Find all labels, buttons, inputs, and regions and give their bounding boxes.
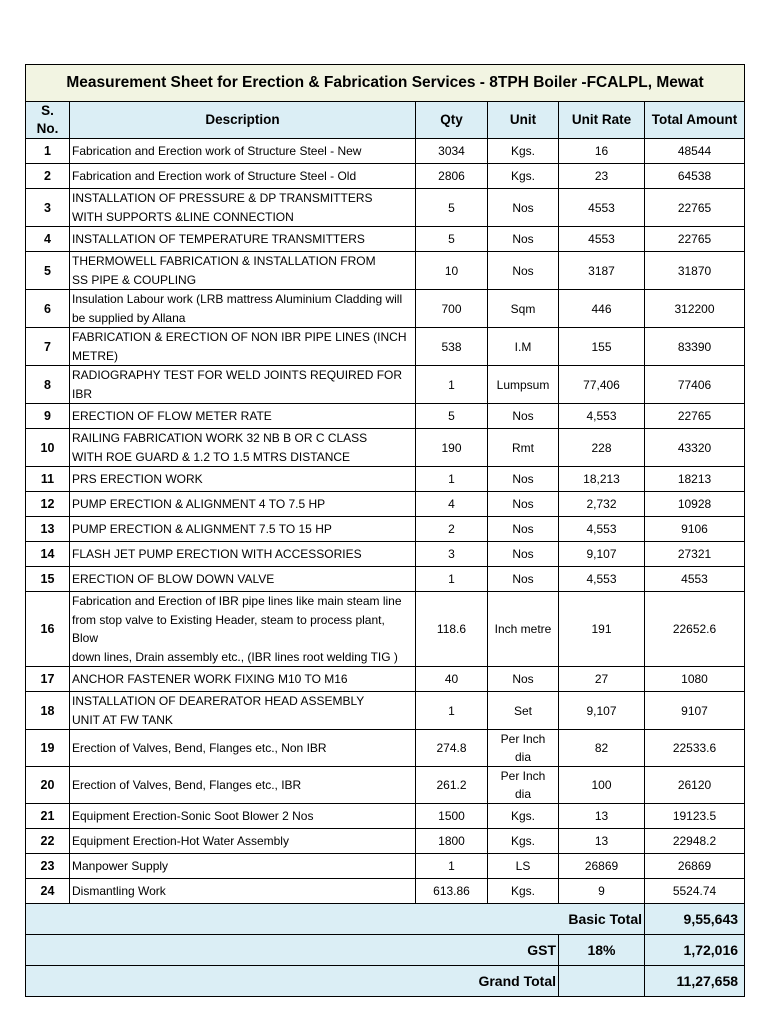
measurement-sheet <box>25 64 744 997</box>
header-sno: S. No. <box>26 102 70 139</box>
row-unit-rate: 2,732 <box>559 492 645 517</box>
row-qty: 1 <box>416 854 488 879</box>
row-description-line: METRE) <box>72 348 118 363</box>
row-unit: Rmt <box>488 429 559 467</box>
row-qty: 5 <box>416 227 488 252</box>
row-unit-rate: 191 <box>559 592 645 667</box>
row-unit-rate: 77,406 <box>559 366 645 404</box>
table-row <box>26 492 745 517</box>
row-description <box>70 767 416 804</box>
row-sno: 5 <box>26 252 70 290</box>
row-qty: 1 <box>416 467 488 492</box>
row-description-line: Equipment Erection-Hot Water Assembly <box>72 833 289 848</box>
table-row <box>26 164 745 189</box>
row-total-amount: 19123.5 <box>645 804 745 829</box>
row-description <box>70 252 416 290</box>
row-description <box>70 492 416 517</box>
row-unit: Nos <box>488 467 559 492</box>
row-unit: Nos <box>488 542 559 567</box>
row-sno: 12 <box>26 492 70 517</box>
gst-rate: 18% <box>559 935 645 966</box>
row-description <box>70 804 416 829</box>
row-unit: Nos <box>488 567 559 592</box>
row-unit: Nos <box>488 517 559 542</box>
row-unit-rate: 13 <box>559 829 645 854</box>
row-qty: 2 <box>416 517 488 542</box>
row-qty: 1 <box>416 567 488 592</box>
row-description-line: be supplied by Allana <box>72 310 186 325</box>
row-total-amount: 22765 <box>645 189 745 227</box>
table-row <box>26 429 745 467</box>
row-total-amount: 5524.74 <box>645 879 745 904</box>
row-description-line: Dismantling Work <box>72 883 166 898</box>
row-description <box>70 139 416 164</box>
row-description-line: PUMP ERECTION & ALIGNMENT 4 TO 7.5 HP <box>72 496 326 511</box>
row-sno: 8 <box>26 366 70 404</box>
row-unit-rate: 9 <box>559 879 645 904</box>
row-description-line: Insulation Labour work (LRB mattress Aluminium Cladding will <box>72 292 403 306</box>
row-total-amount: 22948.2 <box>645 829 745 854</box>
row-description-line: Fabrication and Erection of IBR pipe lines like main steam line <box>72 594 402 608</box>
row-total-amount: 26120 <box>645 767 745 804</box>
title-row <box>26 65 745 102</box>
row-qty: 118.6 <box>416 592 488 667</box>
row-sno: 4 <box>26 227 70 252</box>
row-unit-rate: 13 <box>559 804 645 829</box>
header-qty: Qty <box>416 102 488 139</box>
row-description-line: from stop valve to Existing Header, steam to process plant, Blow <box>72 612 385 645</box>
row-unit-rate: 3187 <box>559 252 645 290</box>
row-total-amount: 1080 <box>645 667 745 692</box>
basic-total-label: Basic Total <box>26 904 645 935</box>
gst-label: GST <box>26 935 559 966</box>
row-qty: 1 <box>416 692 488 730</box>
row-description <box>70 366 416 404</box>
row-qty: 274.8 <box>416 730 488 767</box>
row-unit: Nos <box>488 189 559 227</box>
gst-row <box>26 935 745 966</box>
row-description-line: Erection of Valves, Bend, Flanges etc., IBR <box>72 777 302 792</box>
row-description-line: Equipment Erection-Sonic Soot Blower 2 Nos <box>72 808 314 823</box>
row-unit-rate: 100 <box>559 767 645 804</box>
row-description-line: Fabrication and Erection work of Structure Steel - New <box>72 143 362 158</box>
row-description-line: INSTALLATION OF DEARERATOR HEAD ASSEMBLY <box>72 694 365 708</box>
table-row <box>26 404 745 429</box>
row-description <box>70 667 416 692</box>
row-sno: 22 <box>26 829 70 854</box>
row-description-line: PUMP ERECTION & ALIGNMENT 7.5 TO 15 HP <box>72 521 332 536</box>
row-qty: 261.2 <box>416 767 488 804</box>
basic-total-value: 9,55,643 <box>645 904 745 935</box>
row-unit-rate: 4,553 <box>559 517 645 542</box>
row-description <box>70 879 416 904</box>
row-unit: Set <box>488 692 559 730</box>
row-qty: 3034 <box>416 139 488 164</box>
row-sno: 9 <box>26 404 70 429</box>
table-row <box>26 829 745 854</box>
row-qty: 40 <box>416 667 488 692</box>
row-description <box>70 189 416 227</box>
header-unit-rate: Unit Rate <box>559 102 645 139</box>
row-description-line: RAILING FABRICATION WORK 32 NB B OR C CLASS <box>72 431 368 445</box>
row-unit: Per Inch dia <box>488 767 559 804</box>
grand-total-row <box>26 966 745 997</box>
row-qty: 10 <box>416 252 488 290</box>
table-row <box>26 804 745 829</box>
row-sno: 18 <box>26 692 70 730</box>
header-row <box>26 102 745 139</box>
row-description <box>70 404 416 429</box>
row-qty: 5 <box>416 404 488 429</box>
row-unit: Nos <box>488 492 559 517</box>
row-description-line: SS PIPE & COUPLING <box>72 272 197 287</box>
row-unit-rate: 26869 <box>559 854 645 879</box>
row-unit-rate: 16 <box>559 139 645 164</box>
row-unit-rate: 27 <box>559 667 645 692</box>
table-body <box>26 139 745 904</box>
row-unit: Per Inch dia <box>488 730 559 767</box>
table-row <box>26 227 745 252</box>
row-sno: 19 <box>26 730 70 767</box>
table-row <box>26 730 745 767</box>
table-row <box>26 667 745 692</box>
table-row <box>26 328 745 366</box>
row-total-amount: 22765 <box>645 404 745 429</box>
row-description-line: WITH ROE GUARD & 1.2 TO 1.5 MTRS DISTANCE <box>72 449 351 464</box>
row-description-line: ERECTION OF FLOW METER RATE <box>72 408 272 423</box>
gst-value: 1,72,016 <box>645 935 745 966</box>
row-description-line: ERECTION OF BLOW DOWN VALVE <box>72 571 275 586</box>
row-unit: Kgs. <box>488 164 559 189</box>
row-sno: 17 <box>26 667 70 692</box>
row-description-line: INSTALLATION OF PRESSURE & DP TRANSMITTERS <box>72 191 373 205</box>
row-description <box>70 164 416 189</box>
row-unit: Nos <box>488 252 559 290</box>
row-unit: Sqm <box>488 290 559 328</box>
grand-total-value: 11,27,658 <box>645 966 745 997</box>
grand-total-spacer <box>559 966 645 997</box>
table-row <box>26 567 745 592</box>
row-description-line: RADIOGRAPHY TEST FOR WELD JOINTS REQUIRED FOR IBR <box>72 368 403 401</box>
row-total-amount: 26869 <box>645 854 745 879</box>
row-total-amount: 18213 <box>645 467 745 492</box>
row-description <box>70 692 416 730</box>
row-description <box>70 429 416 467</box>
table-row <box>26 290 745 328</box>
row-qty: 613.86 <box>416 879 488 904</box>
row-description <box>70 567 416 592</box>
row-sno: 3 <box>26 189 70 227</box>
header-description: Description <box>70 102 416 139</box>
row-unit-rate: 23 <box>559 164 645 189</box>
row-unit: Kgs. <box>488 829 559 854</box>
row-total-amount: 22533.6 <box>645 730 745 767</box>
totals-section <box>26 904 745 997</box>
row-description <box>70 517 416 542</box>
row-unit: I.M <box>488 328 559 366</box>
row-description-line: INSTALLATION OF TEMPERATURE TRANSMITTERS <box>72 231 365 246</box>
row-unit: Kgs. <box>488 139 559 164</box>
table-row <box>26 467 745 492</box>
row-qty: 1800 <box>416 829 488 854</box>
row-unit: Nos <box>488 227 559 252</box>
row-description-line: Erection of Valves, Bend, Flanges etc., Non IBR <box>72 740 327 755</box>
row-description-line: Fabrication and Erection work of Structure Steel - Old <box>72 168 357 183</box>
row-total-amount: 9107 <box>645 692 745 730</box>
table-row <box>26 767 745 804</box>
row-sno: 15 <box>26 567 70 592</box>
row-total-amount: 312200 <box>645 290 745 328</box>
row-total-amount: 27321 <box>645 542 745 567</box>
row-description-line: THERMOWELL FABRICATION & INSTALLATION FROM <box>72 254 376 268</box>
row-unit: Nos <box>488 404 559 429</box>
row-description-line: FABRICATION & ERECTION OF NON IBR PIPE LINES (INCH <box>72 330 407 344</box>
row-qty: 1500 <box>416 804 488 829</box>
sheet-title: Measurement Sheet for Erection & Fabrication Services - 8TPH Boiler -FCALPL, Mewat <box>26 65 745 102</box>
grand-total-label: Grand Total <box>26 966 559 997</box>
row-sno: 13 <box>26 517 70 542</box>
row-sno: 2 <box>26 164 70 189</box>
row-total-amount: 9106 <box>645 517 745 542</box>
row-total-amount: 4553 <box>645 567 745 592</box>
table-row <box>26 252 745 290</box>
row-unit: Kgs. <box>488 879 559 904</box>
row-unit-rate: 155 <box>559 328 645 366</box>
row-sno: 21 <box>26 804 70 829</box>
table-row <box>26 879 745 904</box>
row-description <box>70 227 416 252</box>
row-qty: 2806 <box>416 164 488 189</box>
row-unit-rate: 4553 <box>559 189 645 227</box>
row-unit-rate: 228 <box>559 429 645 467</box>
row-total-amount: 22652.6 <box>645 592 745 667</box>
row-qty: 5 <box>416 189 488 227</box>
row-unit-rate: 82 <box>559 730 645 767</box>
row-unit-rate: 446 <box>559 290 645 328</box>
table-row <box>26 189 745 227</box>
row-unit-rate: 9,107 <box>559 542 645 567</box>
row-sno: 6 <box>26 290 70 328</box>
row-total-amount: 22765 <box>645 227 745 252</box>
row-description <box>70 829 416 854</box>
row-description-line: PRS ERECTION WORK <box>72 471 203 486</box>
row-description <box>70 467 416 492</box>
row-total-amount: 77406 <box>645 366 745 404</box>
row-sno: 7 <box>26 328 70 366</box>
row-unit: Kgs. <box>488 804 559 829</box>
row-unit-rate: 9,107 <box>559 692 645 730</box>
row-description-line: FLASH JET PUMP ERECTION WITH ACCESSORIES <box>72 546 362 561</box>
row-sno: 16 <box>26 592 70 667</box>
row-unit: LS <box>488 854 559 879</box>
table-row <box>26 517 745 542</box>
row-description <box>70 542 416 567</box>
measurement-table <box>25 64 745 997</box>
table-row <box>26 542 745 567</box>
row-description <box>70 592 416 667</box>
table-row <box>26 692 745 730</box>
row-total-amount: 43320 <box>645 429 745 467</box>
row-total-amount: 83390 <box>645 328 745 366</box>
row-unit-rate: 4553 <box>559 227 645 252</box>
row-sno: 24 <box>26 879 70 904</box>
row-unit: Nos <box>488 667 559 692</box>
row-description-line: ANCHOR FASTENER WORK FIXING M10 TO M16 <box>72 671 348 686</box>
table-row <box>26 592 745 667</box>
row-total-amount: 48544 <box>645 139 745 164</box>
row-total-amount: 31870 <box>645 252 745 290</box>
row-qty: 3 <box>416 542 488 567</box>
row-description-line: UNIT AT FW TANK <box>72 712 173 727</box>
row-qty: 190 <box>416 429 488 467</box>
table-row <box>26 366 745 404</box>
row-sno: 20 <box>26 767 70 804</box>
row-description <box>70 328 416 366</box>
row-description <box>70 730 416 767</box>
basic-total-row <box>26 904 745 935</box>
header-total-amount: Total Amount <box>645 102 745 139</box>
table-row <box>26 854 745 879</box>
row-qty: 700 <box>416 290 488 328</box>
row-unit-rate: 18,213 <box>559 467 645 492</box>
row-sno: 10 <box>26 429 70 467</box>
header-unit: Unit <box>488 102 559 139</box>
row-total-amount: 64538 <box>645 164 745 189</box>
row-description-line: WITH SUPPORTS &LINE CONNECTION <box>72 209 294 224</box>
row-total-amount: 10928 <box>645 492 745 517</box>
row-description <box>70 854 416 879</box>
row-qty: 4 <box>416 492 488 517</box>
row-qty: 538 <box>416 328 488 366</box>
row-sno: 1 <box>26 139 70 164</box>
row-description-line: down lines, Drain assembly etc., (IBR lines root welding TIG ) <box>72 649 398 664</box>
row-sno: 14 <box>26 542 70 567</box>
row-unit: Inch metre <box>488 592 559 667</box>
table-row <box>26 139 745 164</box>
row-unit-rate: 4,553 <box>559 567 645 592</box>
row-description-line: Manpower Supply <box>72 858 169 873</box>
row-sno: 11 <box>26 467 70 492</box>
row-description <box>70 290 416 328</box>
row-unit-rate: 4,553 <box>559 404 645 429</box>
row-qty: 1 <box>416 366 488 404</box>
row-unit: Lumpsum <box>488 366 559 404</box>
row-sno: 23 <box>26 854 70 879</box>
